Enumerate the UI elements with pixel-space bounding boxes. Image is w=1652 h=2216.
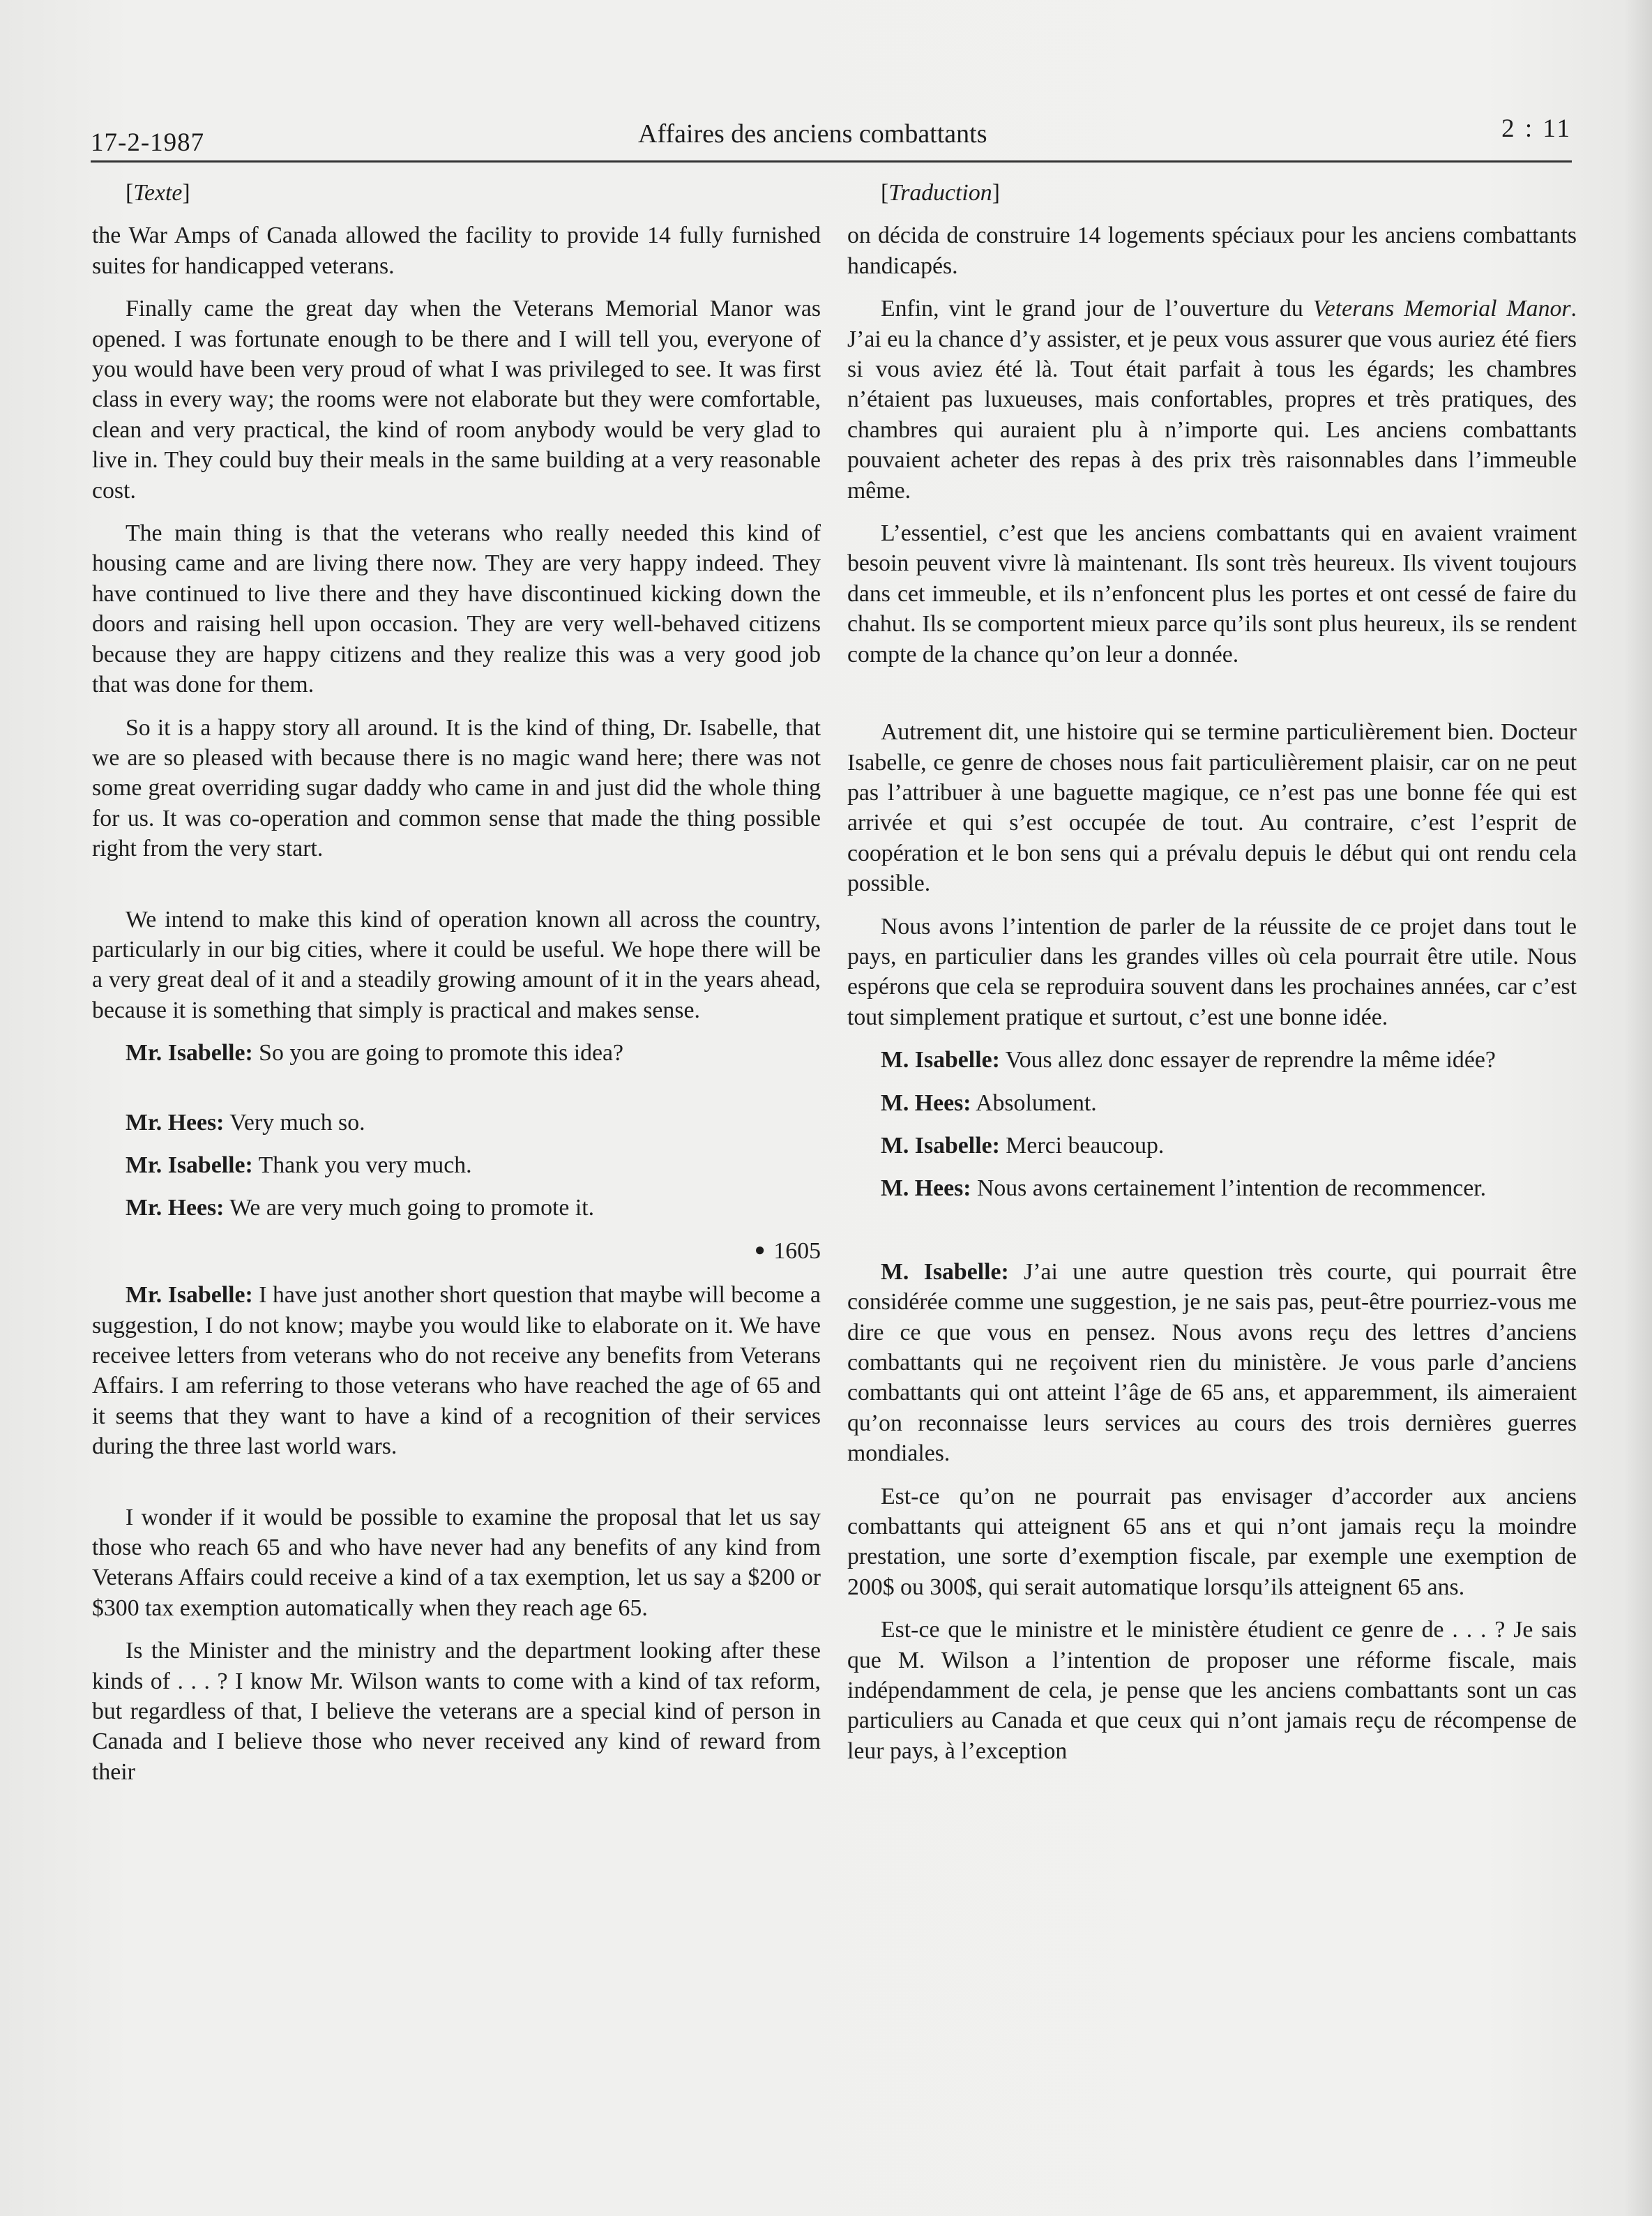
paragraph: I wonder if it would be possible to examine the proposal that let us say those who reach 65 and who have never had any benefits of any kind from Veterans Affairs could receive a kind of a tax exemption, let us say a $200 or $300 tax exemption automatically when they reach age 65. [92,1504,821,1621]
time-stamp: ● 1605 [754,1237,821,1264]
dialogue-line: Mr. Hees: Very much so. [126,1109,365,1136]
paragraph: L’essentiel, c’est que les anciens combattants qui en avaient vraiment besoin peuvent vivre là maintenant. Ils sont très heureux. Ils vivent toujours dans cet immeuble, et ils n’enfoncent plus les portes et ont cessé de faire du chahut. Ils se comportent mieux parce qu’ils sont plus heureux, ils se rendent compte de la chance qu’on leur a donnée. [847,520,1577,668]
dialogue-line: Mr. Isabelle: So you are going to promote this idea? [126,1040,623,1066]
french-column [847,178,1577,1779]
speaker-name: M. Isabelle: [881,1047,1000,1073]
header-page-number: 2 : 11 [1501,114,1572,143]
speaker-name: M. Hees: [881,1090,971,1116]
speaker-name: Mr. Isabelle: [126,1152,253,1178]
dialogue-line: M. Hees: Nous avons certainement l’intention de recommencer. [881,1175,1487,1202]
header-date: 17-2-1987 [91,128,205,157]
paragraph: Nous avons l’intention de parler de la réussite de ce projet dans tout le pays, en particulier dans les grandes villes où cela pourrait être utile. Nous espérons que cela se reproduira souvent dans les prochaines années, car c’est tout simplement pratique et surtout, c’est une bonne idée. [847,913,1577,1030]
paragraph: Est-ce qu’on ne pourrait pas envisager d’accorder aux anciens combattants qui atteignent 65 ans et qui n’ont jamais reçu la moindre prestation, une sorte d’exemption fiscale, par exemple une exemption de 200$ ou 300$, qui serait automatique lorsqu’ils atteignent 65 ans. [847,1483,1577,1600]
dialogue-line: M. Isabelle: Merci beaucoup. [881,1132,1165,1159]
paragraph: The main thing is that the veterans who really needed this kind of housing came and are living there now. They are very happy indeed. They have continued to live there and they have discontinued kicking down the doors and raising hell upon occasion. They are very well-behaved citizens because they are happy citizens and they realize this was a very good job that was done for them. [92,520,821,698]
paragraph: We intend to make this kind of operation known all across the country, particularly in our big cities, where it could be useful. We hope there will be a very great deal of it and a steadily growing amount of it in the years ahead, because it is something that simply is practical and makes sense. [92,906,821,1023]
dialogue-line: Mr. Hees: We are very much going to promote it. [126,1195,595,1221]
paragraph: Finally came the great day when the Veterans Memorial Manor was opened. I was fortunate enough to be there and I will tell you, everyone of you would have been very proud of what I was privileged to see. It was first class in every way; the rooms were not elaborate but they were comfortable, clean and very practical, the kind of room anybody would be very glad to live in. They could buy their meals in the same building at a very reasonable cost. [92,296,821,504]
page-edge-shadow [1624,0,1652,2216]
paragraph: on décida de construire 14 logements spéciaux pour les anciens combattants handicapés. [847,223,1577,279]
language-marker: [Traduction] [881,180,1000,206]
language-marker: [Texte] [126,180,190,206]
header-title: Affaires des anciens combattants [638,119,987,149]
paragraph: So it is a happy story all around. It is the kind of thing, Dr. Isabelle, that we are so pleased with because there is no magic wand here; there was not some great overriding sugar daddy who came in and just did the whole thing for us. It was co-operation and common sense that made the thing possible right from the very start. [92,714,821,862]
paragraph: the War Amps of Canada allowed the facility to provide 14 fully furnished suites for handicapped veterans. [92,223,821,279]
bullet-icon: ● [754,1239,766,1260]
dialogue-line: M. Isabelle: Vous allez donc essayer de reprendre la même idée? [881,1047,1496,1073]
speaker-name: M. Isabelle: [881,1258,1009,1285]
speaker-name: Mr. Hees: [126,1195,225,1221]
dialogue-line: Mr. Isabelle: I have just another short question that maybe will become a suggestion, I do not know; maybe you would like to elaborate on it. We have receivee letters from veterans who do not receive any benefits from Veterans Affairs. I am referring to those veterans who have reached the age of 65 and it seems that they want to have a kind of a recognition of their services during the three last world wars. [92,1282,821,1460]
speaker-name: M. Isabelle: [881,1132,1000,1159]
running-header [91,105,1572,163]
dialogue-line: M. Hees: Absolument. [881,1090,1097,1116]
paragraph: Enfin, vint le grand jour de l’ouverture du Veterans Memorial Manor. J’ai eu la chance d’y assister, et je peux vous assurer que vous auriez été fiers si vous aviez été là. Tout était parfait à tous les égards; les chambres n’étaient pas luxueuses, mais confortables, propres et très pratiques, des chambres qui auraient plu à n’importe qui. Les anciens combattants pouvaient acheter des repas à des prix très raisonnables dans l’immeuble même. [847,296,1577,504]
paragraph: Is the Minister and the ministry and the department looking after these kinds of . . . ? I know Mr. Wilson wants to come with a kind of tax reform, but regardless of that, I believe the veterans are a special kind of person in Canada and I believe those who never received any kind of reward from their [92,1638,821,1785]
speaker-name: Mr. Isabelle: [126,1040,253,1066]
dialogue-line: Mr. Isabelle: Thank you very much. [126,1152,472,1178]
paragraph: Autrement dit, une histoire qui se termine particulièrement bien. Docteur Isabelle, ce genre de choses nous fait particulièrement plaisir, car on ne peut pas l’attribuer à une baguette magique, ce n’est pas une bonne fée qui est arrivée et qui s’est occupée de tout. Au contraire, c’est l’esprit de coopération et le bon sens qui a prévalu depuis le début qui ont rendu cela possible. [847,719,1577,897]
speaker-name: Mr. Isabelle: [126,1282,253,1309]
dialogue-line: M. Isabelle: J’ai une autre question très courte, qui pourrait être considérée comme une suggestion, je ne sais pas, peut-être pourriez-vous me dire ce que vous en pensez. Nous avons reçu des lettres d’anciens combattants qui ne reçoivent rien du ministère. Je vous parle d’anciens combattants qui ont atteint l’âge de 65 ans, et apparemment, ils aimeraient qu’on reconnaisse leurs services au cours des trois dernières guerres mondiales. [847,1258,1577,1467]
speaker-name: M. Hees: [881,1175,971,1202]
speaker-name: Mr. Hees: [126,1109,225,1136]
english-column [92,178,821,1800]
paragraph: Est-ce que le ministre et le ministère étudient ce genre de . . . ? Je sais que M. Wilson a l’intention de proposer une réforme fiscale, mais indépendamment de cela, je pense que les anciens combattants sont un cas particuliers au Canada et que ceux qui n’ont jamais reçu de récompense de leur pays, à l’exception [847,1617,1577,1764]
